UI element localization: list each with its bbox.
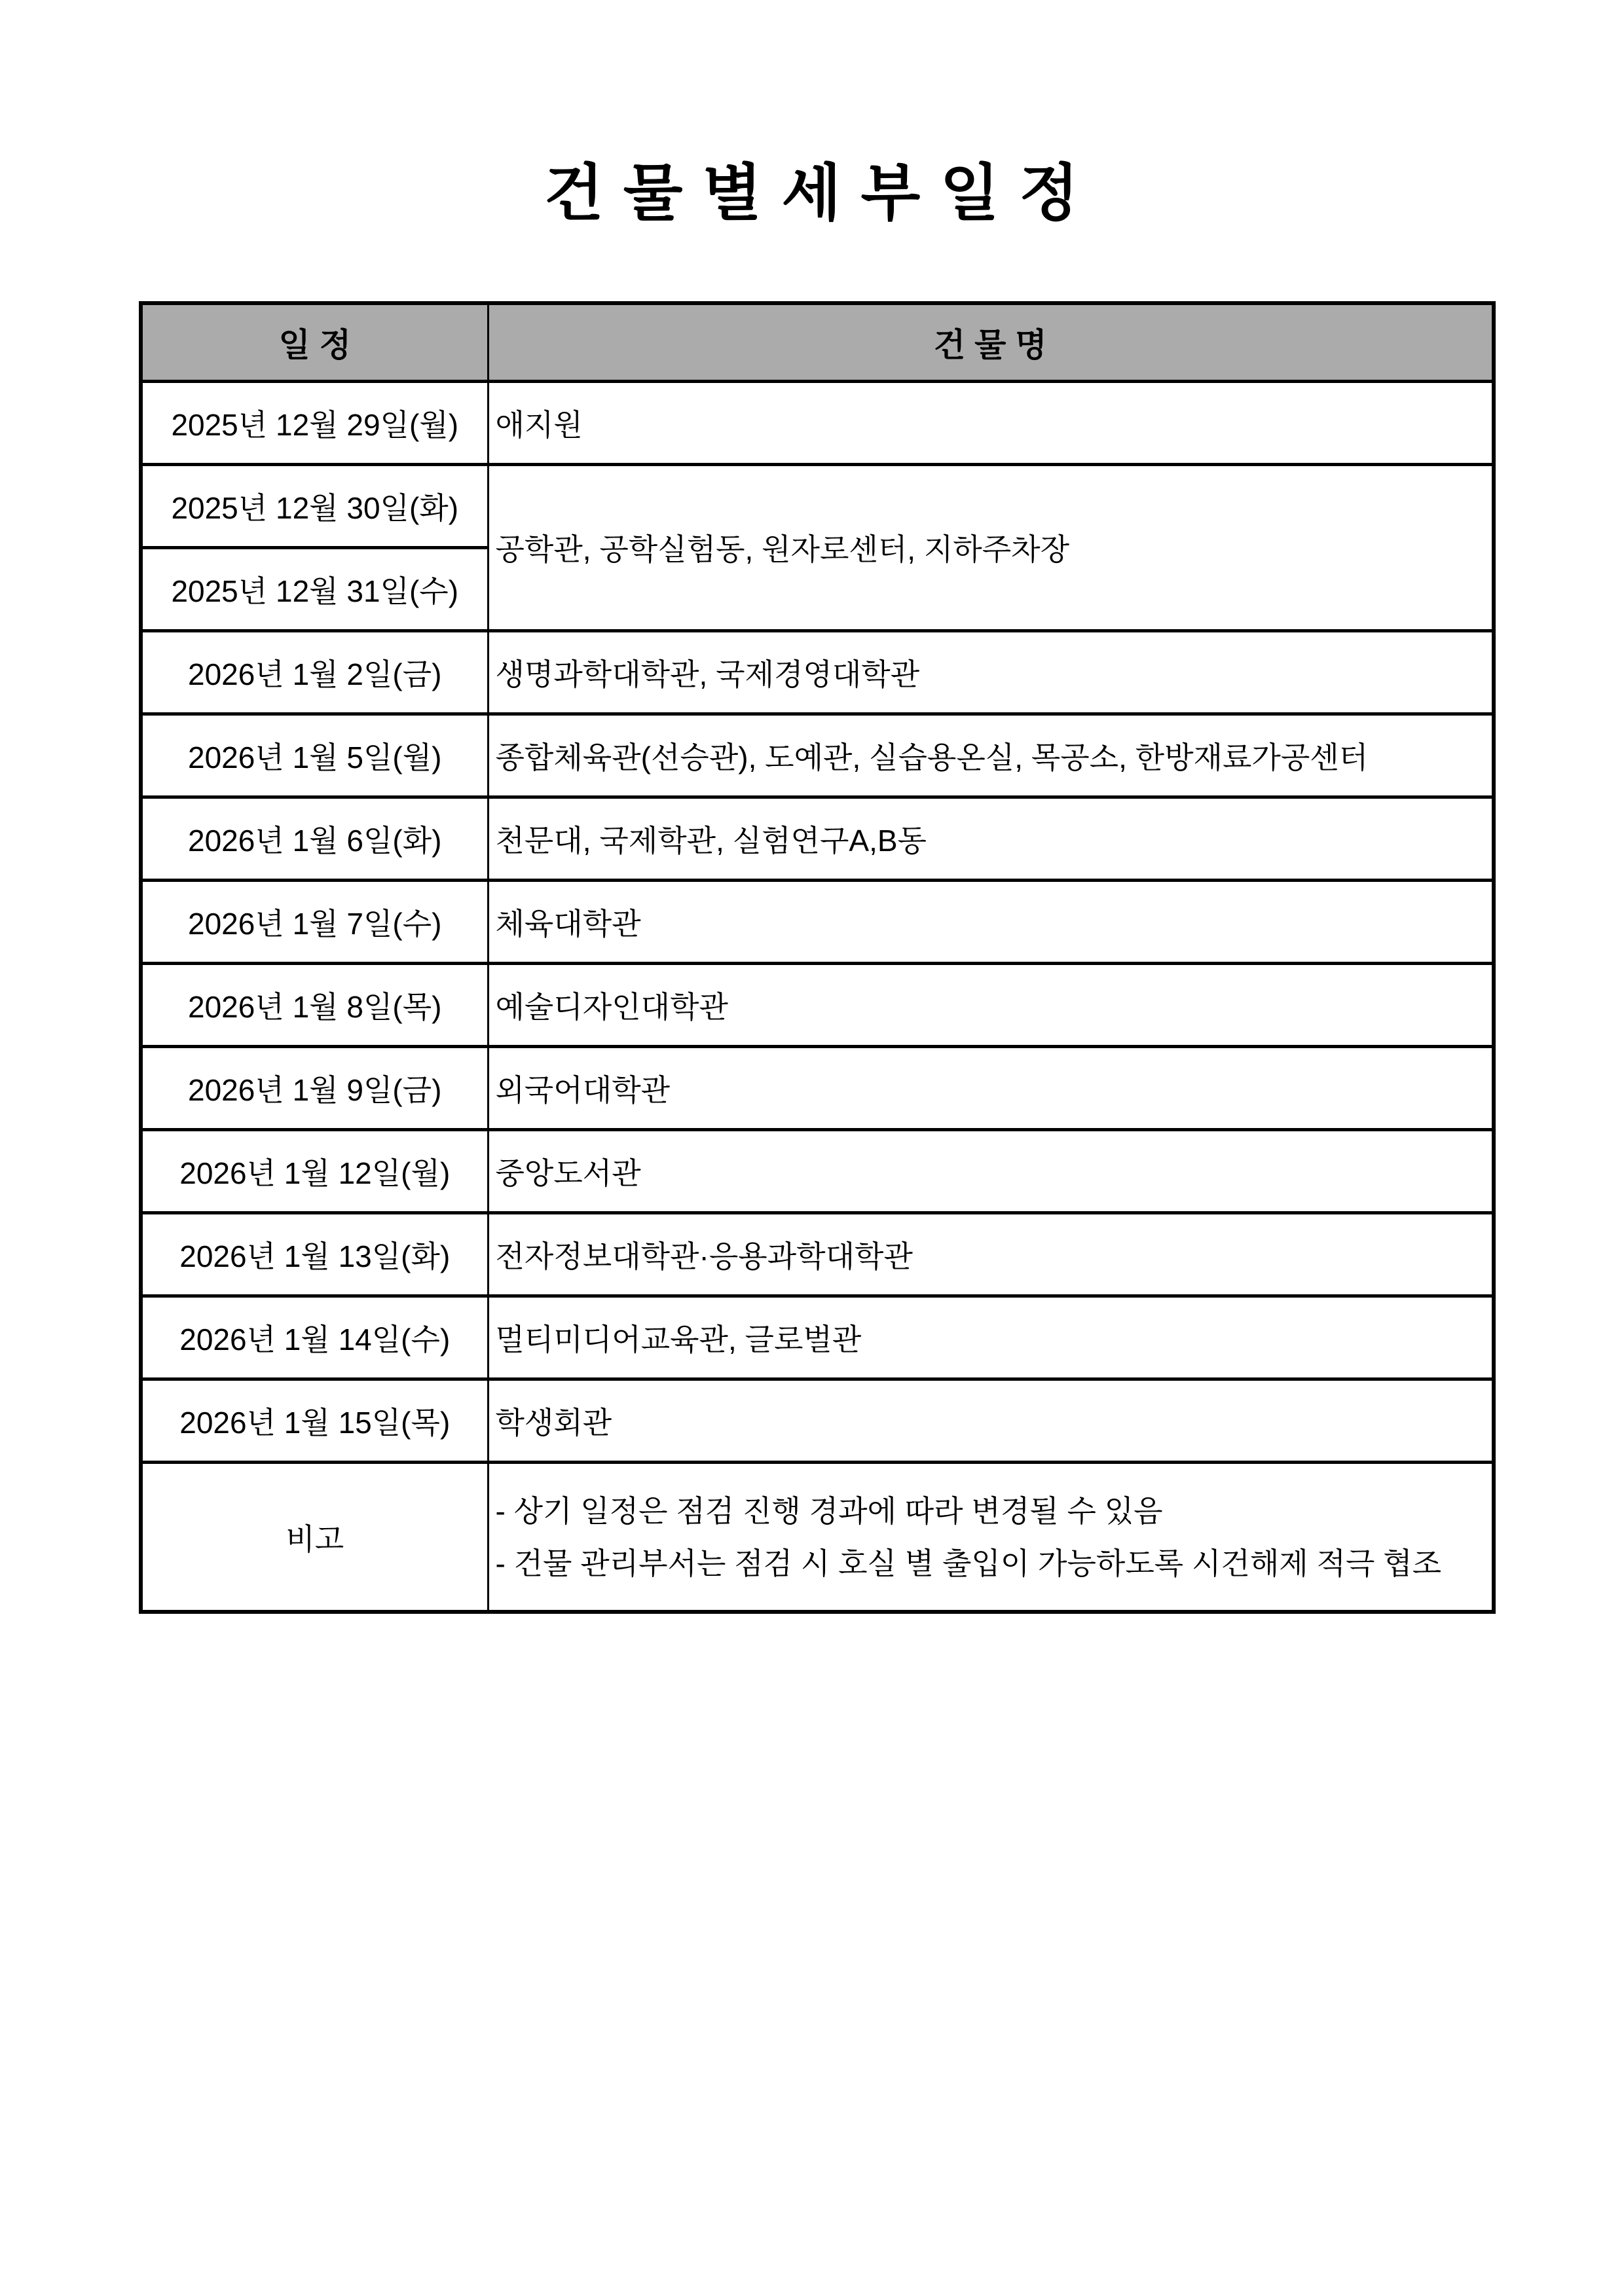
building-cell-merged: 공학관, 공학실험동, 원자로센터, 지하주차장 — [488, 464, 1494, 630]
remark-line: - 상기 일정은 점검 진행 경과에 따라 변경될 수 있음 — [495, 1493, 1163, 1528]
table-row — [141, 1129, 1494, 1212]
table-row — [141, 714, 1494, 797]
building-cell: 전자정보대학관·응용과학대학관 — [488, 1212, 1494, 1296]
date-cell: 2025년 12월 31일(수) — [141, 547, 488, 630]
table-row — [141, 1296, 1494, 1379]
date-cell: 2026년 1월 6일(화) — [141, 797, 488, 880]
date-cell: 2026년 1월 12일(월) — [141, 1129, 488, 1212]
remarks-label-cell: 비고 — [141, 1462, 488, 1612]
date-cell: 2026년 1월 9일(금) — [141, 1046, 488, 1129]
date-cell: 2025년 12월 29일(월) — [141, 381, 488, 464]
schedule-table — [139, 301, 1496, 1614]
table-row — [141, 797, 1494, 880]
building-cell: 학생회관 — [488, 1379, 1494, 1462]
building-cell: 외국어대학관 — [488, 1046, 1494, 1129]
remarks-content-cell — [488, 1462, 1494, 1612]
building-cell: 예술디자인대학관 — [488, 963, 1494, 1046]
remarks-row — [141, 1462, 1494, 1612]
building-cell: 천문대, 국제학관, 실험연구A,B동 — [488, 797, 1494, 880]
table-row — [141, 464, 1494, 547]
date-cell: 2026년 1월 8일(목) — [141, 963, 488, 1046]
table-row — [141, 880, 1494, 963]
date-cell: 2026년 1월 15일(목) — [141, 1379, 488, 1462]
date-cell: 2026년 1월 14일(수) — [141, 1296, 488, 1379]
building-cell: 애지원 — [488, 381, 1494, 464]
building-header-cell: 건 물 명 — [488, 303, 1494, 381]
building-cell: 생명과학대학관, 국제경영대학관 — [488, 630, 1494, 714]
table-row — [141, 1046, 1494, 1129]
schedule-header-cell: 일 정 — [141, 303, 488, 381]
date-cell: 2026년 1월 13일(화) — [141, 1212, 488, 1296]
building-cell: 멀티미디어교육관, 글로벌관 — [488, 1296, 1494, 1379]
date-cell: 2026년 1월 2일(금) — [141, 630, 488, 714]
table-row — [141, 381, 1494, 464]
page-title: 건 물 별 세 부 일 정 — [544, 158, 1080, 227]
building-cell: 체육대학관 — [488, 880, 1494, 963]
table-row — [141, 630, 1494, 714]
table-row — [141, 963, 1494, 1046]
building-cell: 종합체육관(선승관), 도예관, 실습용온실, 목공소, 한방재료가공센터 — [488, 714, 1494, 797]
table-row — [141, 1212, 1494, 1296]
table-row — [141, 1379, 1494, 1462]
date-cell: 2026년 1월 7일(수) — [141, 880, 488, 963]
remark-line: - 건물 관리부서는 점검 시 호실 별 출입이 가능하도록 시건해제 적극 협조 — [495, 1546, 1442, 1580]
header-row — [141, 303, 1494, 381]
date-cell: 2026년 1월 5일(월) — [141, 714, 488, 797]
date-cell: 2025년 12월 30일(화) — [141, 464, 488, 547]
building-cell: 중앙도서관 — [488, 1129, 1494, 1212]
